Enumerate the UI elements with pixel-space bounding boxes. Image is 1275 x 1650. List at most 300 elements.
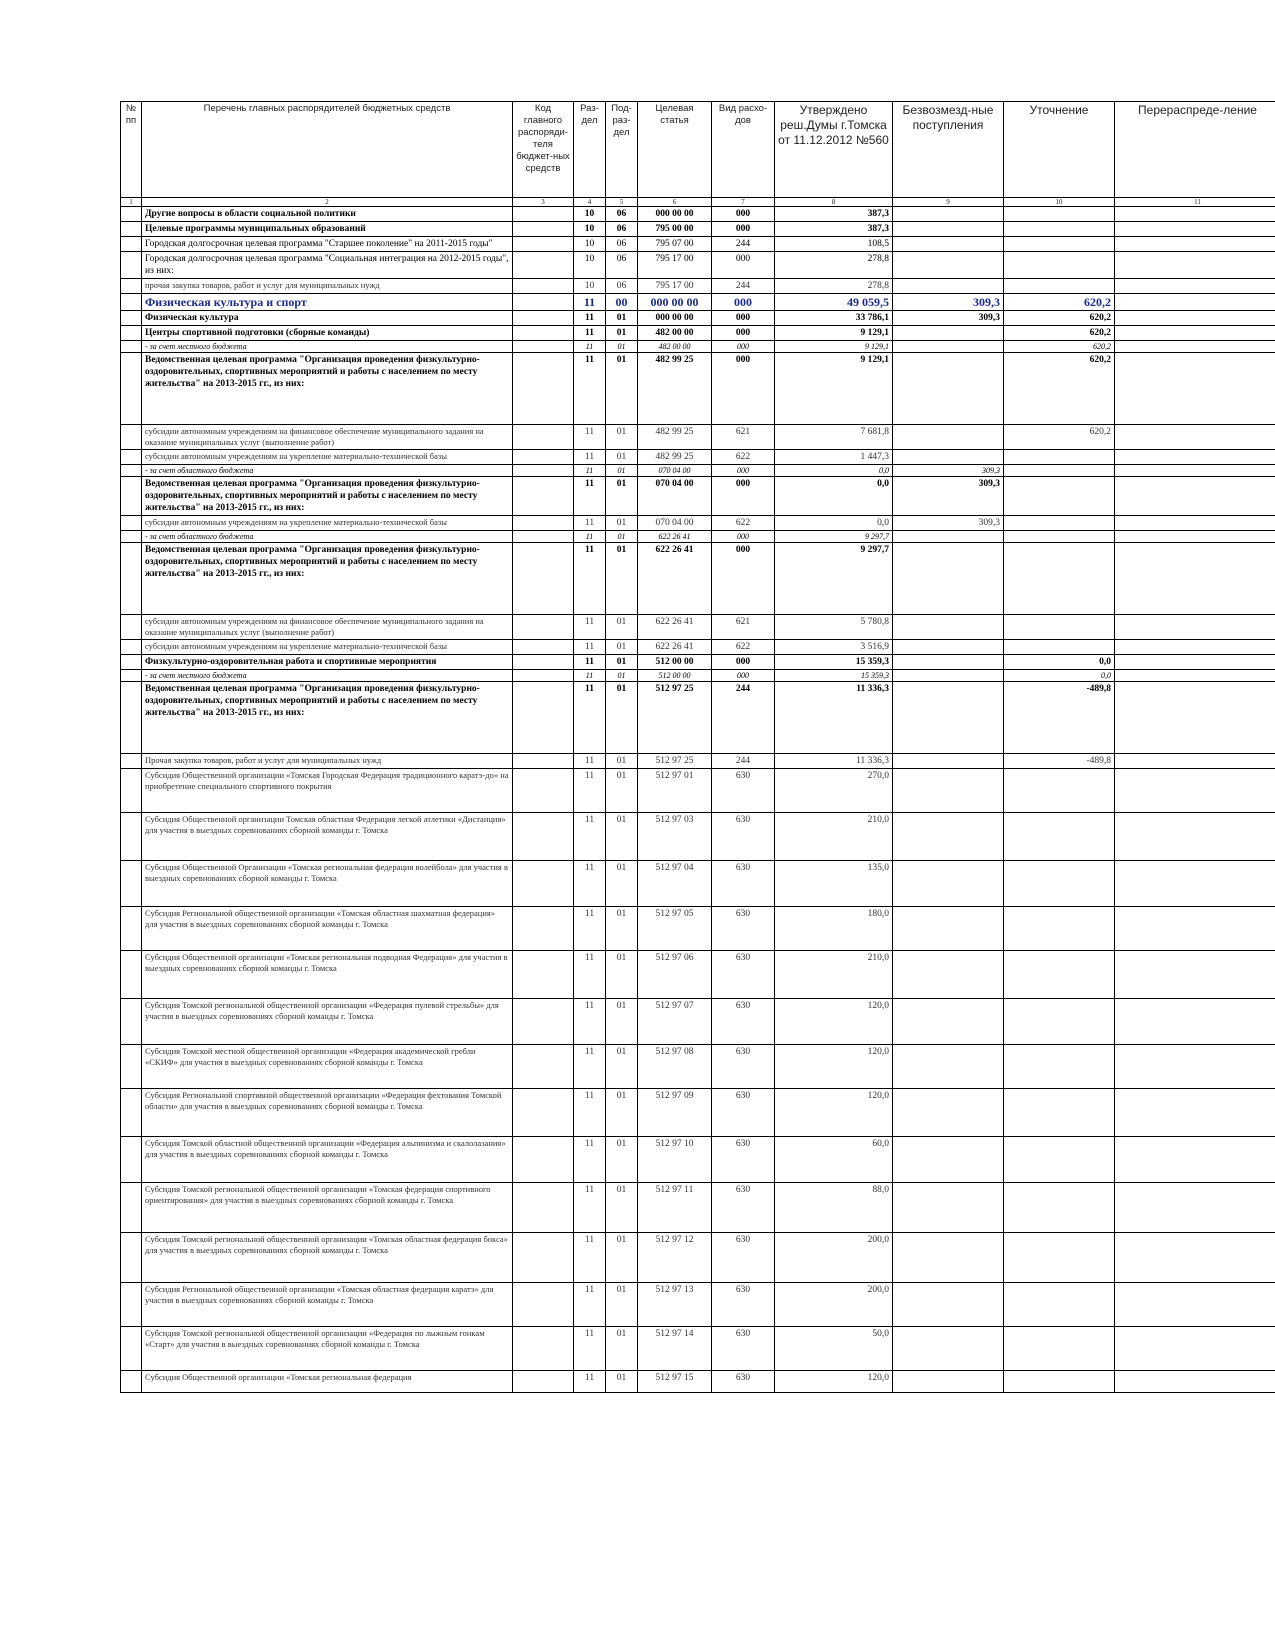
row-name: Ведомственная целевая программа "Организация проведения физкультурно-оздоровительных, спортивных мероприятий и работы с населением по месту жительства" на 2013-2015 гг., из них: (142, 477, 513, 516)
column-number: 6 (638, 198, 712, 207)
row-expense-type: 000 (712, 326, 775, 341)
row-approved-amount: 120,0 (775, 1371, 893, 1393)
row-target-article: 512 97 05 (638, 907, 712, 951)
row-gratuitous-amount (893, 951, 1004, 999)
table-row (121, 615, 1275, 640)
row-gratuitous-amount: 309,3 (893, 465, 1004, 477)
row-gratuitous-amount (893, 1137, 1004, 1183)
row-code (513, 670, 574, 682)
row-expense-type: 000 (712, 531, 775, 543)
column-number: 3 (513, 198, 574, 207)
column-number: 1 (121, 198, 142, 207)
row-code (513, 222, 574, 237)
row-clarification-amount (1004, 1327, 1115, 1371)
row-target-article: 795 07 00 (638, 237, 712, 252)
row-expense-type: 000 (712, 207, 775, 222)
row-section: 10 (574, 207, 606, 222)
row-name: Физическая культура и спорт (142, 294, 513, 311)
row-approved-amount: 1 447,3 (775, 450, 893, 465)
row-clarification-amount (1004, 207, 1115, 222)
header-expense-type: Вид расхо-дов (712, 102, 775, 198)
header-code: Код главного распоряди-теля бюджет-ных средств (513, 102, 574, 198)
row-expense-type: 622 (712, 450, 775, 465)
row-section: 11 (574, 1283, 606, 1327)
row-target-article: 512 97 07 (638, 999, 712, 1045)
table-row (121, 1327, 1275, 1371)
row-target-article: 512 97 11 (638, 1183, 712, 1233)
row-target-article: 482 99 25 (638, 425, 712, 450)
row-gratuitous-amount (893, 1089, 1004, 1137)
row-target-article: 070 04 00 (638, 516, 712, 531)
row-expense-type: 621 (712, 425, 775, 450)
row-approved-amount: 3 516,9 (775, 640, 893, 655)
row-target-article: 622 26 41 (638, 640, 712, 655)
row-code (513, 769, 574, 813)
row-redistribution-amount (1115, 640, 1275, 655)
row-approved-amount: 180,0 (775, 907, 893, 951)
row-name: Субсидия Общественной Организации «Томская региональная федерация волейбола» для участия в выездных соревнованиях сборной команды г. Томска (142, 861, 513, 907)
table-row (121, 682, 1275, 754)
row-subsection: 01 (606, 516, 638, 531)
row-approved-amount: 9 129,1 (775, 326, 893, 341)
row-expense-type: 000 (712, 465, 775, 477)
row-number (121, 1089, 142, 1137)
row-subsection: 06 (606, 252, 638, 279)
row-gratuitous-amount (893, 1183, 1004, 1233)
row-name: Целевые программы муниципальных образований (142, 222, 513, 237)
row-redistribution-amount (1115, 222, 1275, 237)
row-gratuitous-amount (893, 1371, 1004, 1393)
row-clarification-amount (1004, 907, 1115, 951)
row-gratuitous-amount (893, 543, 1004, 615)
row-subsection: 01 (606, 655, 638, 670)
column-number: 11 (1115, 198, 1275, 207)
row-expense-type: 630 (712, 907, 775, 951)
row-number (121, 615, 142, 640)
header-list: Перечень главных распорядителей бюджетных средств (142, 102, 513, 198)
row-target-article: 512 97 12 (638, 1233, 712, 1283)
table-row (121, 294, 1275, 311)
table-row (121, 222, 1275, 237)
row-expense-type: 000 (712, 655, 775, 670)
row-expense-type: 630 (712, 951, 775, 999)
header-section: Раз-дел (574, 102, 606, 198)
row-clarification-amount (1004, 640, 1115, 655)
row-approved-amount: 387,3 (775, 222, 893, 237)
row-target-article: 512 97 08 (638, 1045, 712, 1089)
row-expense-type: 630 (712, 861, 775, 907)
row-section: 10 (574, 237, 606, 252)
row-approved-amount: 15 359,3 (775, 655, 893, 670)
row-expense-type: 621 (712, 615, 775, 640)
row-number (121, 670, 142, 682)
header-row (121, 102, 1275, 198)
row-target-article: 482 99 25 (638, 353, 712, 425)
row-target-article: 070 04 00 (638, 465, 712, 477)
row-approved-amount: 5 780,8 (775, 615, 893, 640)
row-subsection: 06 (606, 222, 638, 237)
row-expense-type: 244 (712, 754, 775, 769)
row-code (513, 543, 574, 615)
row-target-article: 512 00 00 (638, 670, 712, 682)
row-target-article: 512 97 25 (638, 754, 712, 769)
table-row (121, 252, 1275, 279)
row-expense-type: 000 (712, 222, 775, 237)
row-name: Субсидия Региональной общественной организации «Томская областная шахматная федерация» для участия в выездных соревнованиях сборной команды г. Томска (142, 907, 513, 951)
row-approved-amount: 49 059,5 (775, 294, 893, 311)
row-number (121, 861, 142, 907)
row-gratuitous-amount (893, 326, 1004, 341)
row-expense-type: 000 (712, 477, 775, 516)
row-target-article: 622 26 41 (638, 531, 712, 543)
row-number (121, 222, 142, 237)
row-approved-amount: 11 336,3 (775, 754, 893, 769)
row-clarification-amount: -489,8 (1004, 754, 1115, 769)
row-approved-amount: 120,0 (775, 1045, 893, 1089)
row-approved-amount: 9 129,1 (775, 353, 893, 425)
row-number (121, 1327, 142, 1371)
column-number: 7 (712, 198, 775, 207)
table-row (121, 754, 1275, 769)
row-section: 11 (574, 311, 606, 326)
row-expense-type: 000 (712, 341, 775, 353)
row-redistribution-amount (1115, 294, 1275, 311)
row-section: 11 (574, 425, 606, 450)
row-clarification-amount: 0,0 (1004, 670, 1115, 682)
row-target-article: 795 17 00 (638, 252, 712, 279)
row-redistribution-amount (1115, 615, 1275, 640)
row-clarification-amount (1004, 465, 1115, 477)
row-name: - за счет местного бюджета (142, 341, 513, 353)
table-row (121, 1183, 1275, 1233)
row-number (121, 465, 142, 477)
table-row (121, 477, 1275, 516)
row-subsection: 01 (606, 465, 638, 477)
row-code (513, 531, 574, 543)
row-expense-type: 000 (712, 353, 775, 425)
row-target-article: 512 97 04 (638, 861, 712, 907)
row-subsection: 01 (606, 813, 638, 861)
row-target-article: 512 97 10 (638, 1137, 712, 1183)
row-subsection: 01 (606, 531, 638, 543)
row-target-article: 795 00 00 (638, 222, 712, 237)
row-name: Субсидия Томской региональной общественной организации «Федерация пулевой стрельбы» для участия в выездных соревнованиях сборной команды г. Томска (142, 999, 513, 1045)
header-clarification: Уточнение (1004, 102, 1115, 198)
row-code (513, 477, 574, 516)
row-target-article: 482 99 25 (638, 450, 712, 465)
row-clarification-amount (1004, 861, 1115, 907)
row-redistribution-amount (1115, 1283, 1275, 1327)
row-name: - за счет областного бюджета (142, 465, 513, 477)
row-target-article: 482 00 00 (638, 341, 712, 353)
row-section: 11 (574, 450, 606, 465)
row-code (513, 465, 574, 477)
row-name: Субсидия Томской областной общественной организации «Федерация альпинизма и скалолазания» для участия в выездных соревнованиях сборной команды г. Томска (142, 1137, 513, 1183)
row-name: Ведомственная целевая программа "Организация проведения физкультурно-оздоровительных, спортивных мероприятий и работы с населением по месту жительства" на 2013-2015 гг., из них: (142, 353, 513, 425)
row-subsection: 01 (606, 1137, 638, 1183)
row-gratuitous-amount (893, 907, 1004, 951)
row-subsection: 01 (606, 999, 638, 1045)
row-code (513, 1327, 574, 1371)
row-gratuitous-amount (893, 754, 1004, 769)
row-section: 11 (574, 1045, 606, 1089)
row-redistribution-amount (1115, 341, 1275, 353)
row-gratuitous-amount (893, 769, 1004, 813)
row-redistribution-amount (1115, 1371, 1275, 1393)
row-redistribution-amount (1115, 907, 1275, 951)
row-gratuitous-amount: 309,3 (893, 516, 1004, 531)
row-number (121, 450, 142, 465)
row-redistribution-amount (1115, 1233, 1275, 1283)
row-redistribution-amount (1115, 450, 1275, 465)
row-target-article: 512 00 00 (638, 655, 712, 670)
row-number (121, 252, 142, 279)
row-gratuitous-amount (893, 450, 1004, 465)
row-subsection: 01 (606, 682, 638, 754)
table-row (121, 813, 1275, 861)
row-code (513, 951, 574, 999)
row-target-article: 622 26 41 (638, 543, 712, 615)
row-gratuitous-amount (893, 353, 1004, 425)
row-approved-amount: 210,0 (775, 951, 893, 999)
row-code (513, 1183, 574, 1233)
row-name: Городская долгосрочная целевая программа "Старшее поколение" на 2011-2015 годы" (142, 237, 513, 252)
row-number (121, 543, 142, 615)
row-target-article: 622 26 41 (638, 615, 712, 640)
row-clarification-amount: 620,2 (1004, 353, 1115, 425)
row-approved-amount: 33 786,1 (775, 311, 893, 326)
row-subsection: 06 (606, 237, 638, 252)
row-clarification-amount (1004, 615, 1115, 640)
row-subsection: 01 (606, 1371, 638, 1393)
row-gratuitous-amount (893, 861, 1004, 907)
row-section: 11 (574, 769, 606, 813)
row-section: 11 (574, 1233, 606, 1283)
row-expense-type: 000 (712, 294, 775, 311)
row-subsection: 01 (606, 951, 638, 999)
row-number (121, 516, 142, 531)
row-target-article: 512 97 03 (638, 813, 712, 861)
row-expense-type: 622 (712, 640, 775, 655)
row-target-article: 795 17 00 (638, 279, 712, 294)
row-approved-amount: 7 681,8 (775, 425, 893, 450)
row-code (513, 813, 574, 861)
table-row (121, 1283, 1275, 1327)
row-approved-amount: 278,8 (775, 279, 893, 294)
row-code (513, 655, 574, 670)
row-expense-type: 630 (712, 1137, 775, 1183)
row-redistribution-amount (1115, 682, 1275, 754)
row-subsection: 01 (606, 425, 638, 450)
row-code (513, 516, 574, 531)
row-subsection: 01 (606, 1233, 638, 1283)
table-row (121, 655, 1275, 670)
column-number: 8 (775, 198, 893, 207)
row-number (121, 1137, 142, 1183)
table-row (121, 207, 1275, 222)
row-section: 11 (574, 682, 606, 754)
row-clarification-amount (1004, 237, 1115, 252)
row-target-article: 512 97 01 (638, 769, 712, 813)
row-redistribution-amount (1115, 999, 1275, 1045)
row-clarification-amount: 620,2 (1004, 294, 1115, 311)
row-expense-type: 630 (712, 1045, 775, 1089)
row-gratuitous-amount (893, 682, 1004, 754)
row-approved-amount: 210,0 (775, 813, 893, 861)
row-name: Субсидия Томской местной общественной организации «Федерация академической гребли «СКИФ» для участия в выездных соревнованиях сборной команды г. Томска (142, 1045, 513, 1089)
row-number (121, 769, 142, 813)
table-row (121, 531, 1275, 543)
row-expense-type: 000 (712, 670, 775, 682)
row-approved-amount: 108,5 (775, 237, 893, 252)
row-section: 11 (574, 326, 606, 341)
table-row (121, 425, 1275, 450)
row-name: Городская долгосрочная целевая программа "Социальная интеграция на 2012-2015 годы", из них: (142, 252, 513, 279)
row-approved-amount: 9 129,1 (775, 341, 893, 353)
row-name: Субсидия Общественной организации «Томская Городская Федерация традиционного каратэ-до» на приобретение специального спортивного покрытия (142, 769, 513, 813)
row-name: субсидии автономным учреждениям на укрепление материально-технической базы (142, 516, 513, 531)
row-approved-amount: 88,0 (775, 1183, 893, 1233)
row-gratuitous-amount: 309,3 (893, 294, 1004, 311)
table-row (121, 341, 1275, 353)
row-section: 11 (574, 754, 606, 769)
row-section: 11 (574, 1183, 606, 1233)
row-section: 11 (574, 813, 606, 861)
row-subsection: 01 (606, 1183, 638, 1233)
row-redistribution-amount (1115, 237, 1275, 252)
row-number (121, 682, 142, 754)
row-subsection: 01 (606, 353, 638, 425)
row-gratuitous-amount (893, 341, 1004, 353)
row-clarification-amount (1004, 999, 1115, 1045)
row-name: Прочая закупка товаров, работ и услуг для муниципальных нужд (142, 754, 513, 769)
row-number (121, 754, 142, 769)
table-row (121, 326, 1275, 341)
row-section: 11 (574, 1327, 606, 1371)
row-section: 11 (574, 353, 606, 425)
row-clarification-amount (1004, 252, 1115, 279)
row-subsection: 01 (606, 1045, 638, 1089)
row-gratuitous-amount (893, 1045, 1004, 1089)
budget-sheet (120, 101, 1275, 1393)
row-code (513, 1045, 574, 1089)
row-clarification-amount (1004, 1045, 1115, 1089)
row-section: 11 (574, 670, 606, 682)
row-clarification-amount (1004, 951, 1115, 999)
row-expense-type: 000 (712, 252, 775, 279)
table-row (121, 1045, 1275, 1089)
header-approved: Утверждено реш.Думы г.Томска от 11.12.2012 №560 (775, 102, 893, 198)
row-approved-amount: 270,0 (775, 769, 893, 813)
row-number (121, 813, 142, 861)
row-name: субсидии автономным учреждениям на укрепление материально-технической базы (142, 640, 513, 655)
row-target-article: 512 97 14 (638, 1327, 712, 1371)
table-row (121, 769, 1275, 813)
row-approved-amount: 15 359,3 (775, 670, 893, 682)
budget-table (120, 101, 1275, 1393)
row-code (513, 1089, 574, 1137)
row-number (121, 999, 142, 1045)
row-name: Субсидия Общественной организации «Томская региональная подводная Федерация» для участия в выездных соревнованиях сборной команды г. Томска (142, 951, 513, 999)
row-approved-amount: 135,0 (775, 861, 893, 907)
row-approved-amount: 50,0 (775, 1327, 893, 1371)
row-section: 11 (574, 907, 606, 951)
row-number (121, 907, 142, 951)
row-approved-amount: 11 336,3 (775, 682, 893, 754)
row-clarification-amount (1004, 1137, 1115, 1183)
row-subsection: 01 (606, 670, 638, 682)
row-name: - за счет местного бюджета (142, 670, 513, 682)
row-name: - за счет областного бюджета (142, 531, 513, 543)
row-code (513, 754, 574, 769)
row-expense-type: 630 (712, 999, 775, 1045)
row-redistribution-amount (1115, 207, 1275, 222)
header-target: Целевая статья (638, 102, 712, 198)
row-code (513, 999, 574, 1045)
row-section: 10 (574, 279, 606, 294)
row-gratuitous-amount (893, 531, 1004, 543)
row-approved-amount: 60,0 (775, 1137, 893, 1183)
row-redistribution-amount (1115, 1137, 1275, 1183)
row-approved-amount: 200,0 (775, 1233, 893, 1283)
row-redistribution-amount (1115, 754, 1275, 769)
row-clarification-amount: -489,8 (1004, 682, 1115, 754)
row-code (513, 279, 574, 294)
row-target-article: 000 00 00 (638, 294, 712, 311)
row-expense-type: 244 (712, 279, 775, 294)
row-redistribution-amount (1115, 326, 1275, 341)
row-number (121, 655, 142, 670)
row-subsection: 06 (606, 207, 638, 222)
row-section: 11 (574, 465, 606, 477)
row-section: 11 (574, 531, 606, 543)
row-expense-type: 630 (712, 1327, 775, 1371)
row-section: 11 (574, 999, 606, 1045)
row-name: Субсидия Томской региональной общественной организации «Федерация по лыжным гонкам «Старт» для участия в выездных соревнованиях сборной команды г. Томска (142, 1327, 513, 1371)
column-number-row (121, 198, 1275, 207)
table-row (121, 907, 1275, 951)
row-code (513, 252, 574, 279)
table-row (121, 1371, 1275, 1393)
row-clarification-amount: 620,2 (1004, 425, 1115, 450)
row-expense-type: 000 (712, 543, 775, 615)
row-target-article: 482 00 00 (638, 326, 712, 341)
row-number (121, 1283, 142, 1327)
row-redistribution-amount (1115, 1327, 1275, 1371)
row-expense-type: 630 (712, 1371, 775, 1393)
row-name: Субсидия Региональной спортивной общественной организации «Федерация фехтования Томской области» для участия в выездных соревнованиях сборной команды г. Томска (142, 1089, 513, 1137)
row-code (513, 326, 574, 341)
row-subsection: 01 (606, 1283, 638, 1327)
row-number (121, 279, 142, 294)
row-clarification-amount (1004, 516, 1115, 531)
row-clarification-amount: 620,2 (1004, 341, 1115, 353)
row-approved-amount: 278,8 (775, 252, 893, 279)
table-row (121, 353, 1275, 425)
row-expense-type: 000 (712, 311, 775, 326)
row-redistribution-amount (1115, 543, 1275, 615)
row-code (513, 1371, 574, 1393)
row-name: Субсидия Региональной общественной организации «Томская областная федерация каратэ» для участия в выездных соревнованиях сборной команды г. Томска (142, 1283, 513, 1327)
row-clarification-amount (1004, 1089, 1115, 1137)
row-target-article: 512 97 15 (638, 1371, 712, 1393)
row-redistribution-amount (1115, 1183, 1275, 1233)
row-gratuitous-amount (893, 999, 1004, 1045)
table-row (121, 1233, 1275, 1283)
row-name: субсидии автономным учреждениям на финансовое обеспечение муниципального задания на оказание муниципальных услуг (выполнение работ) (142, 615, 513, 640)
row-approved-amount: 120,0 (775, 1089, 893, 1137)
row-expense-type: 622 (712, 516, 775, 531)
